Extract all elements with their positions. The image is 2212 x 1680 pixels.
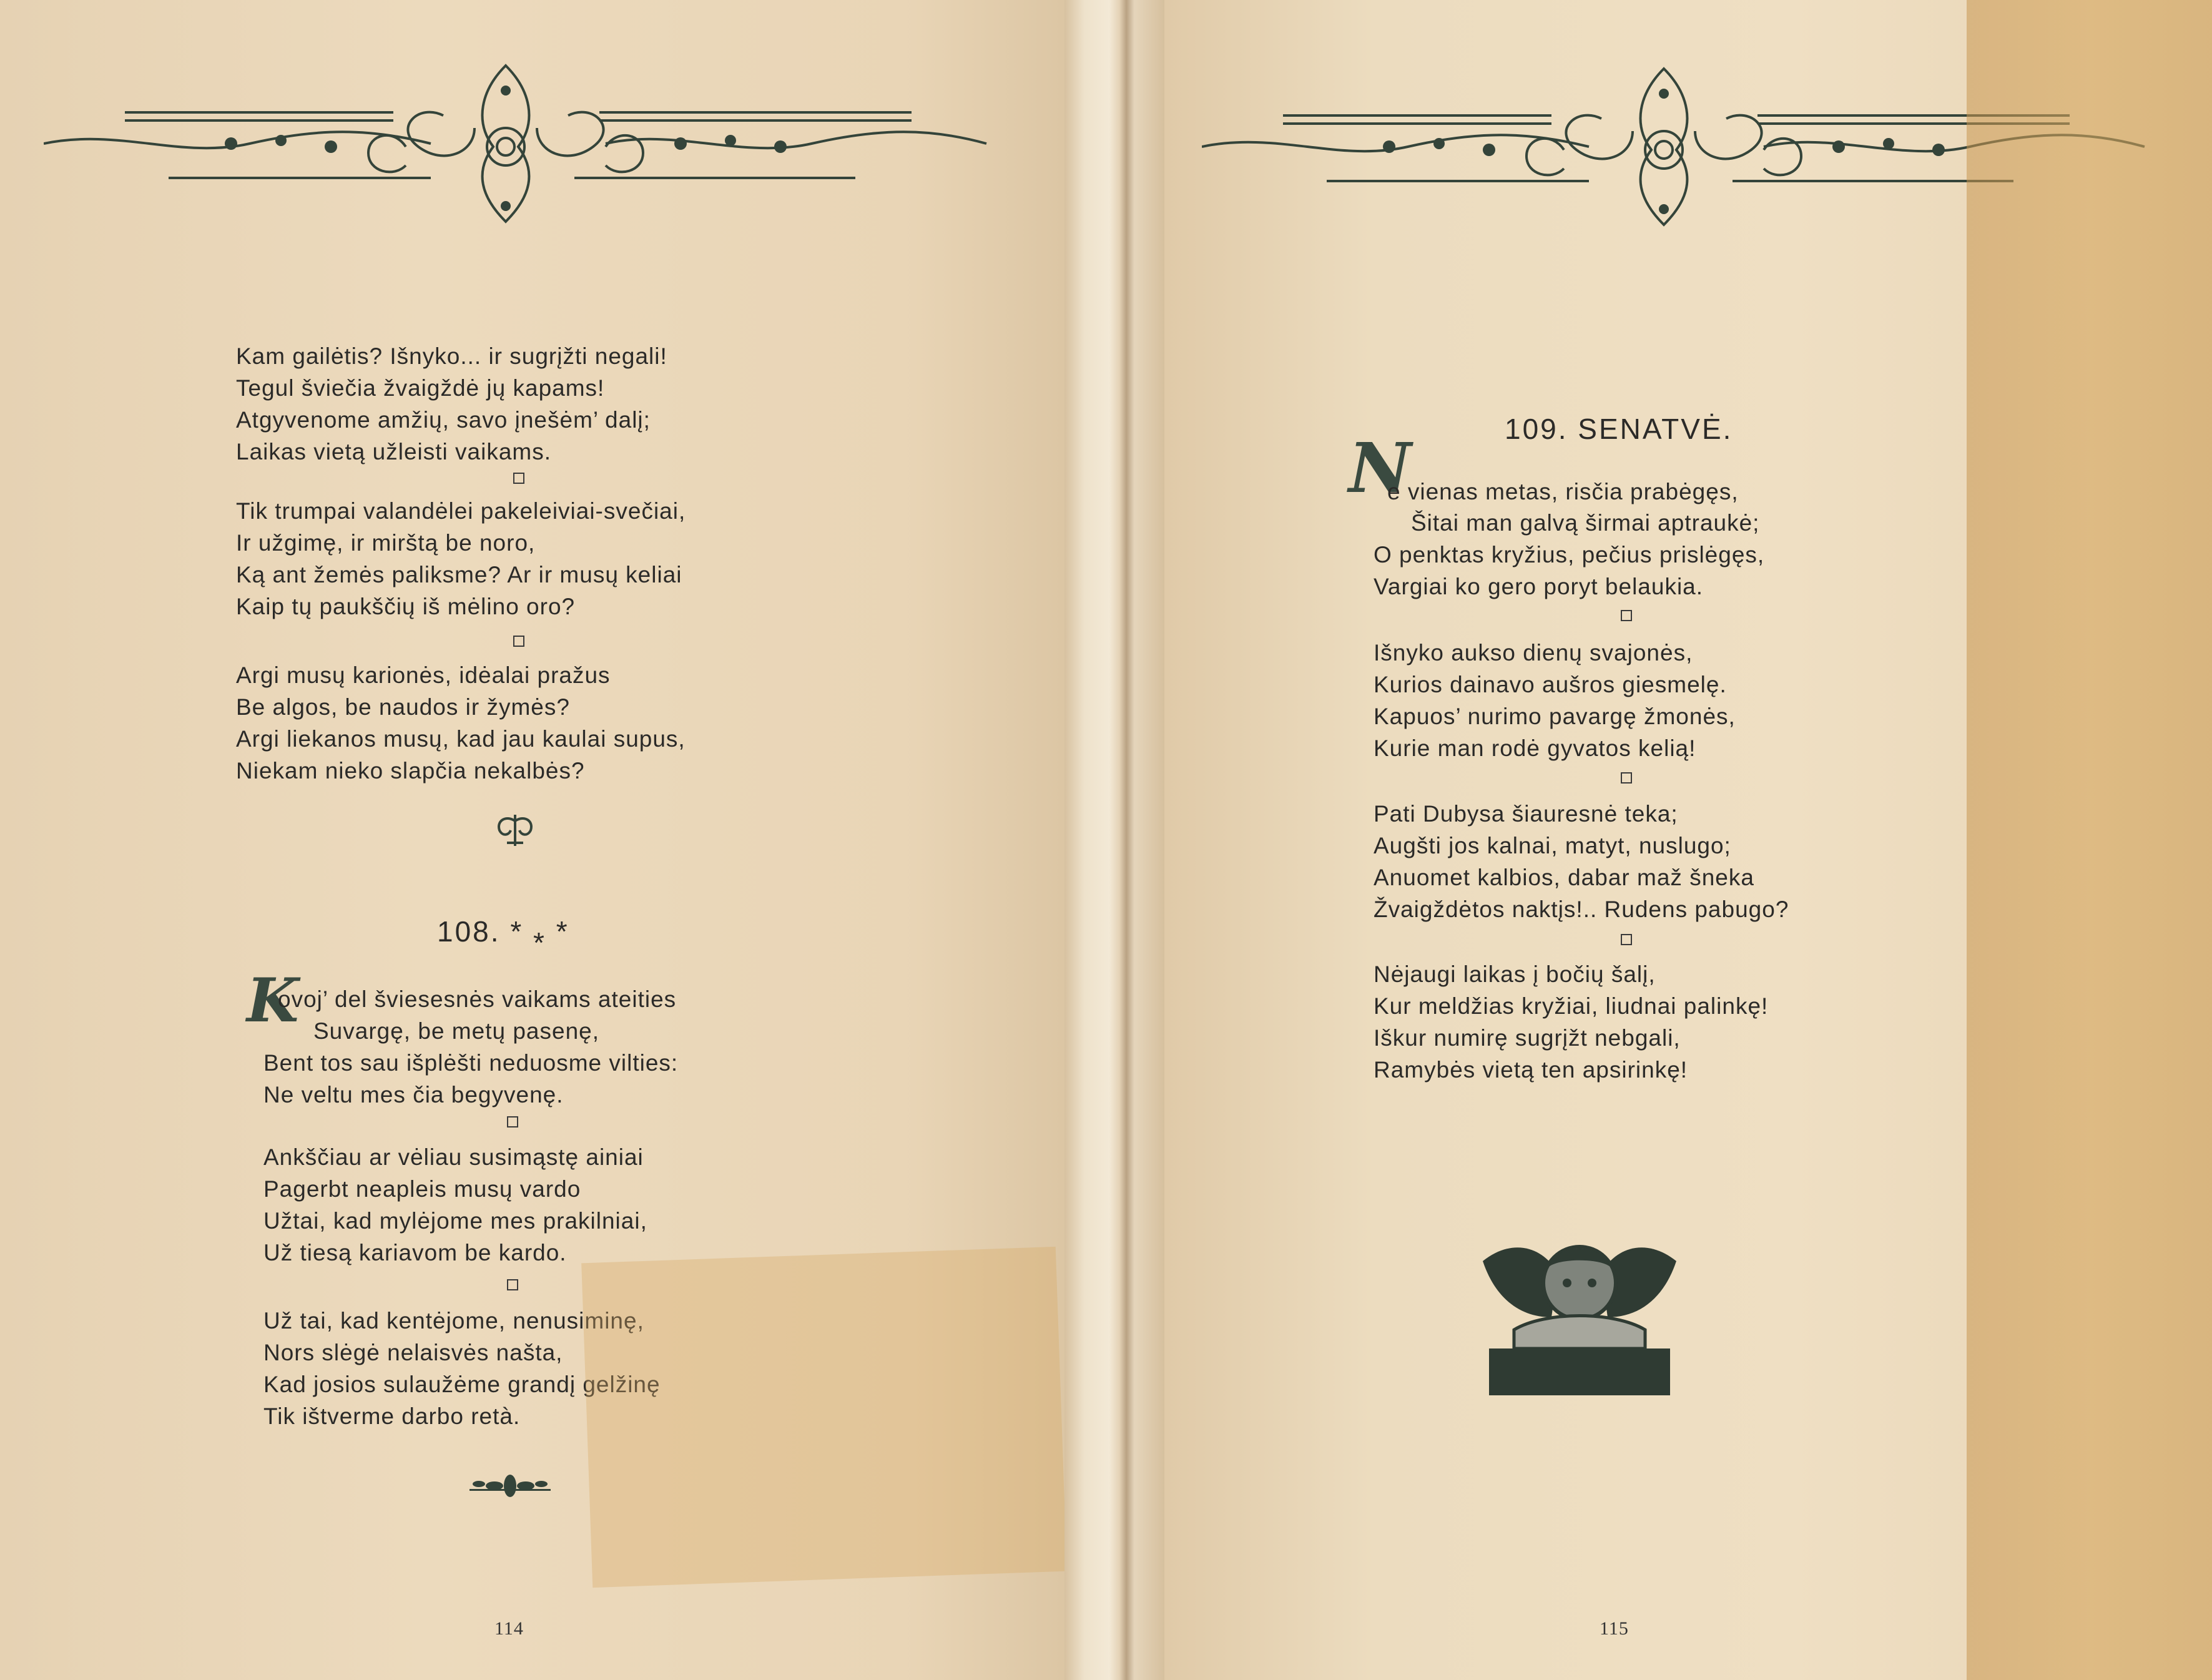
lily-fleuron-icon — [493, 812, 537, 849]
poem-line: Argi liekanos musų, kad jau kaulai supus, — [236, 726, 686, 752]
poem-line: Iškur numirę sugrįžt nebgali, — [1374, 1025, 1681, 1051]
poem-line: Vargiai ko gero poryt belaukia. — [1374, 574, 1704, 599]
poem-line: O penktas kryžius, pečius prislėgęs, — [1374, 542, 1765, 567]
stanza-separator-icon — [1621, 772, 1632, 784]
poem-line: Be algos, be naudos ir žymės? — [236, 694, 570, 720]
page-number: 115 — [1600, 1618, 1629, 1639]
poem-109-stanza-1-rest — [1374, 507, 1764, 602]
poem-line: Kapuos’ nurimo pavargę žmonės, — [1374, 704, 1736, 729]
poem-line: Kur meldžias kryžiai, liudnai palinkę! — [1374, 993, 1769, 1019]
tape-stain — [1967, 0, 2212, 1680]
poem-line: Pati Dubysa šiauresnė teka; — [1374, 801, 1678, 827]
poem-line: Atgyvenome amžių, savo įnešėm’ dalį; — [236, 407, 651, 433]
poem-108-stanza-1 — [278, 983, 676, 1015]
poem-line: Tik ištverme darbo retà. — [263, 1403, 521, 1429]
poem-line: Už tiesą kariavom be kardo. — [263, 1240, 567, 1265]
poem-line: Tegul šviečia žvaigždė jų kapams! — [236, 375, 605, 401]
leaf-fleuron-icon — [463, 1470, 557, 1501]
star-mark: * — [533, 926, 546, 959]
poem-109-stanza-4 — [1374, 958, 1768, 1086]
stanza-separator-icon — [507, 1279, 518, 1290]
poem-line: Tik trumpai valandėlei pakeleiviai-svečiai, — [236, 498, 686, 524]
poem-line: Nėjaugi laikas į bočių šalį, — [1374, 961, 1656, 987]
star-mark: * — [510, 915, 524, 948]
poem-line: Ankščiau ar vėliau susimąstę ainiai — [263, 1144, 644, 1170]
poem-109-stanza-3 — [1374, 798, 1789, 925]
poem-line: Ramybės vietą ten apsirinkę! — [1374, 1057, 1688, 1083]
poem-number: 108. — [437, 915, 501, 948]
poem-108-heading — [437, 915, 569, 959]
poem-line: Už tai, kad kentėjome, nenusiminę, — [263, 1308, 644, 1334]
poem-line: Šitai man galvą širmai aptraukė; — [1411, 510, 1760, 536]
poem-continuation-stanza-2 — [236, 495, 686, 622]
stanza-separator-icon — [1621, 934, 1632, 945]
poem-109-stanza-1 — [1387, 476, 1739, 508]
stanza-separator-icon — [1621, 610, 1632, 621]
poem-line: Ką ant žemės paliksme? Ar ir musų keliai — [236, 562, 682, 587]
tape-stain — [581, 1247, 1067, 1588]
dropcap-n: N — [1349, 428, 1412, 508]
poem-line: Ne veltu mes čia begyvenę. — [263, 1082, 564, 1108]
book-gutter — [1064, 0, 1164, 1680]
poem-line: Pagerbt neapleis musų vardo — [263, 1176, 581, 1202]
poem-line: Kam gailėtis? Išnyko... ir sugrįžti negali! — [236, 343, 667, 369]
poem-line: Kurie man rodė gyvatos kelią! — [1374, 735, 1696, 761]
poem-line: Išnyko aukso dienų svajonės, — [1374, 640, 1693, 666]
poem-108-stanza-2 — [263, 1141, 647, 1269]
poem-line: Nors slėgė nelaisvės našta, — [263, 1340, 563, 1365]
poem-line: Bent tos sau išplėšti neduosme vilties: — [263, 1050, 679, 1076]
poem-line: Kaip tų paukščių iš mėlino oro? — [236, 594, 576, 619]
poem-line: Anuomet kalbios, dabar maž šneka — [1374, 865, 1754, 890]
poem-line: Kurios dainavo aušros giesmelę. — [1374, 672, 1727, 697]
poem-continuation-stanza-3 — [236, 659, 686, 787]
poem-line: e vienas metas, risčia prabėgęs, — [1387, 479, 1739, 504]
poem-line: Niekam nieko slapčia nekalbės? — [236, 758, 585, 784]
poem-line: Argi musų karionės, idėalai pražus — [236, 662, 611, 688]
poem-line: Ir užgimę, ir mirštą be noro, — [236, 530, 536, 556]
star-mark: * — [556, 915, 569, 948]
page-number: 114 — [494, 1618, 524, 1639]
dropcap-k: K — [247, 965, 299, 1036]
poem-108-stanza-1-rest — [263, 1015, 678, 1111]
poem-line: Žvaigždėtos naktįs!.. Rudens pabugo? — [1374, 896, 1789, 922]
poem-line: ovoj’ del šviesesnės vaikams ateities — [278, 986, 677, 1012]
cherub-engraving-icon — [1477, 1224, 1683, 1405]
poem-109-title: 109. SENATVĖ. — [1505, 413, 1733, 445]
poem-line: Užtai, kad mylėjome mes prakilniai, — [263, 1208, 647, 1234]
poem-continuation — [236, 340, 667, 468]
stanza-separator-icon — [513, 636, 524, 647]
poem-109-stanza-2 — [1374, 637, 1736, 764]
stanza-separator-icon — [513, 473, 524, 484]
poem-line: Suvargę, be metų pasenę, — [313, 1018, 600, 1044]
floral-header-ornament-icon — [44, 53, 993, 228]
poem-line: Kad josios sulaužėme grandį gelžinę — [263, 1372, 661, 1397]
poem-line: Augšti jos kalnai, matyt, nuslugo; — [1374, 833, 1731, 858]
poem-line: Laikas vietą užleisti vaikams. — [236, 439, 552, 464]
stanza-separator-icon — [507, 1116, 518, 1127]
